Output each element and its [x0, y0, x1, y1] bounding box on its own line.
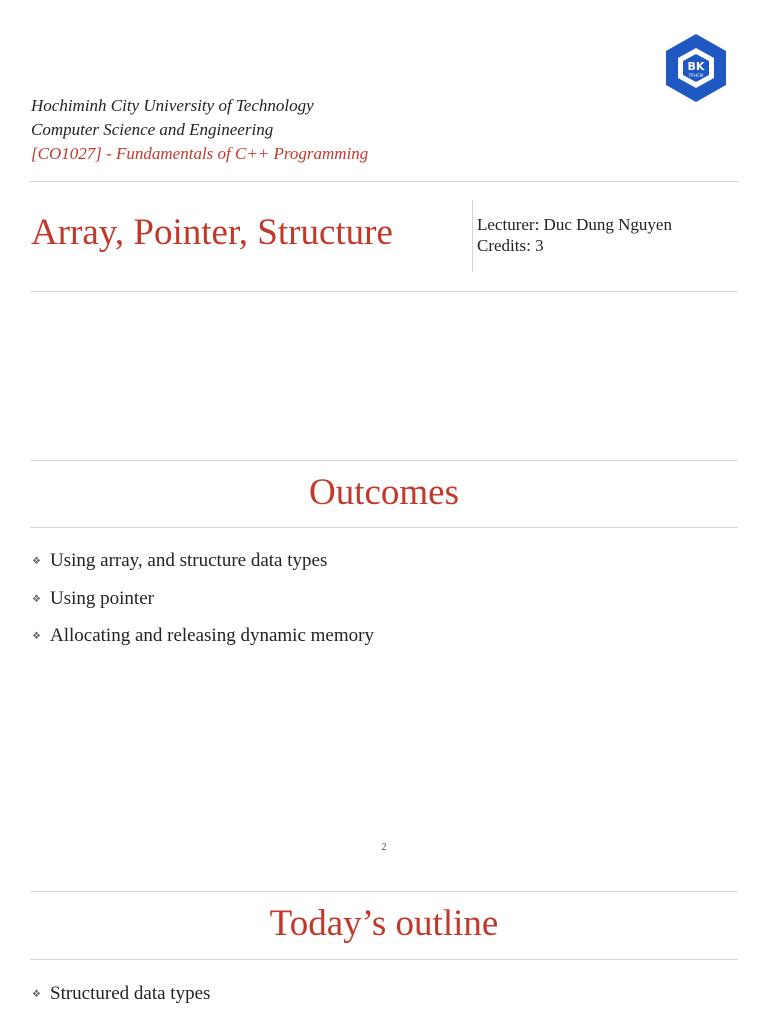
list-item-text: Using pointer — [50, 588, 154, 609]
diamond-bullet-icon: ❖ — [32, 593, 41, 605]
credits: Credits: 3 — [477, 236, 544, 255]
list-item — [32, 981, 210, 1007]
diamond-bullet-icon: ❖ — [32, 555, 41, 567]
slide-title: Array, Pointer, Structure — [31, 212, 393, 253]
department-name: Computer Science and Engineering — [31, 120, 274, 139]
list-item — [32, 548, 327, 574]
university-logo — [662, 32, 730, 102]
page-number: 2 — [381, 842, 387, 853]
divider — [30, 527, 738, 528]
outline-title: Today’s outline — [269, 903, 499, 944]
divider — [30, 959, 738, 960]
institution-name: Hochiminh City University of Technology — [31, 96, 314, 115]
divider — [30, 891, 738, 892]
list-item — [32, 586, 154, 612]
lecturer: Lecturer: Duc Dung Nguyen — [477, 215, 672, 234]
divider — [30, 460, 738, 461]
logo-subtext: TP.HCM — [688, 73, 704, 78]
vertical-divider — [472, 200, 473, 272]
outcomes-title: Outcomes — [308, 472, 460, 513]
list-item-text: Allocating and releasing dynamic memory — [50, 625, 374, 646]
list-item-text: Structured data types — [50, 983, 211, 1004]
diamond-bullet-icon: ❖ — [32, 988, 41, 1000]
list-item — [32, 623, 374, 649]
logo-text: BK — [687, 60, 705, 73]
divider — [30, 291, 738, 292]
diamond-bullet-icon: ❖ — [32, 630, 41, 642]
course-code: [CO1027] - Fundamentals of C++ Programming — [31, 144, 369, 163]
divider — [30, 181, 738, 182]
list-item-text: Using array, and structure data types — [50, 550, 328, 571]
